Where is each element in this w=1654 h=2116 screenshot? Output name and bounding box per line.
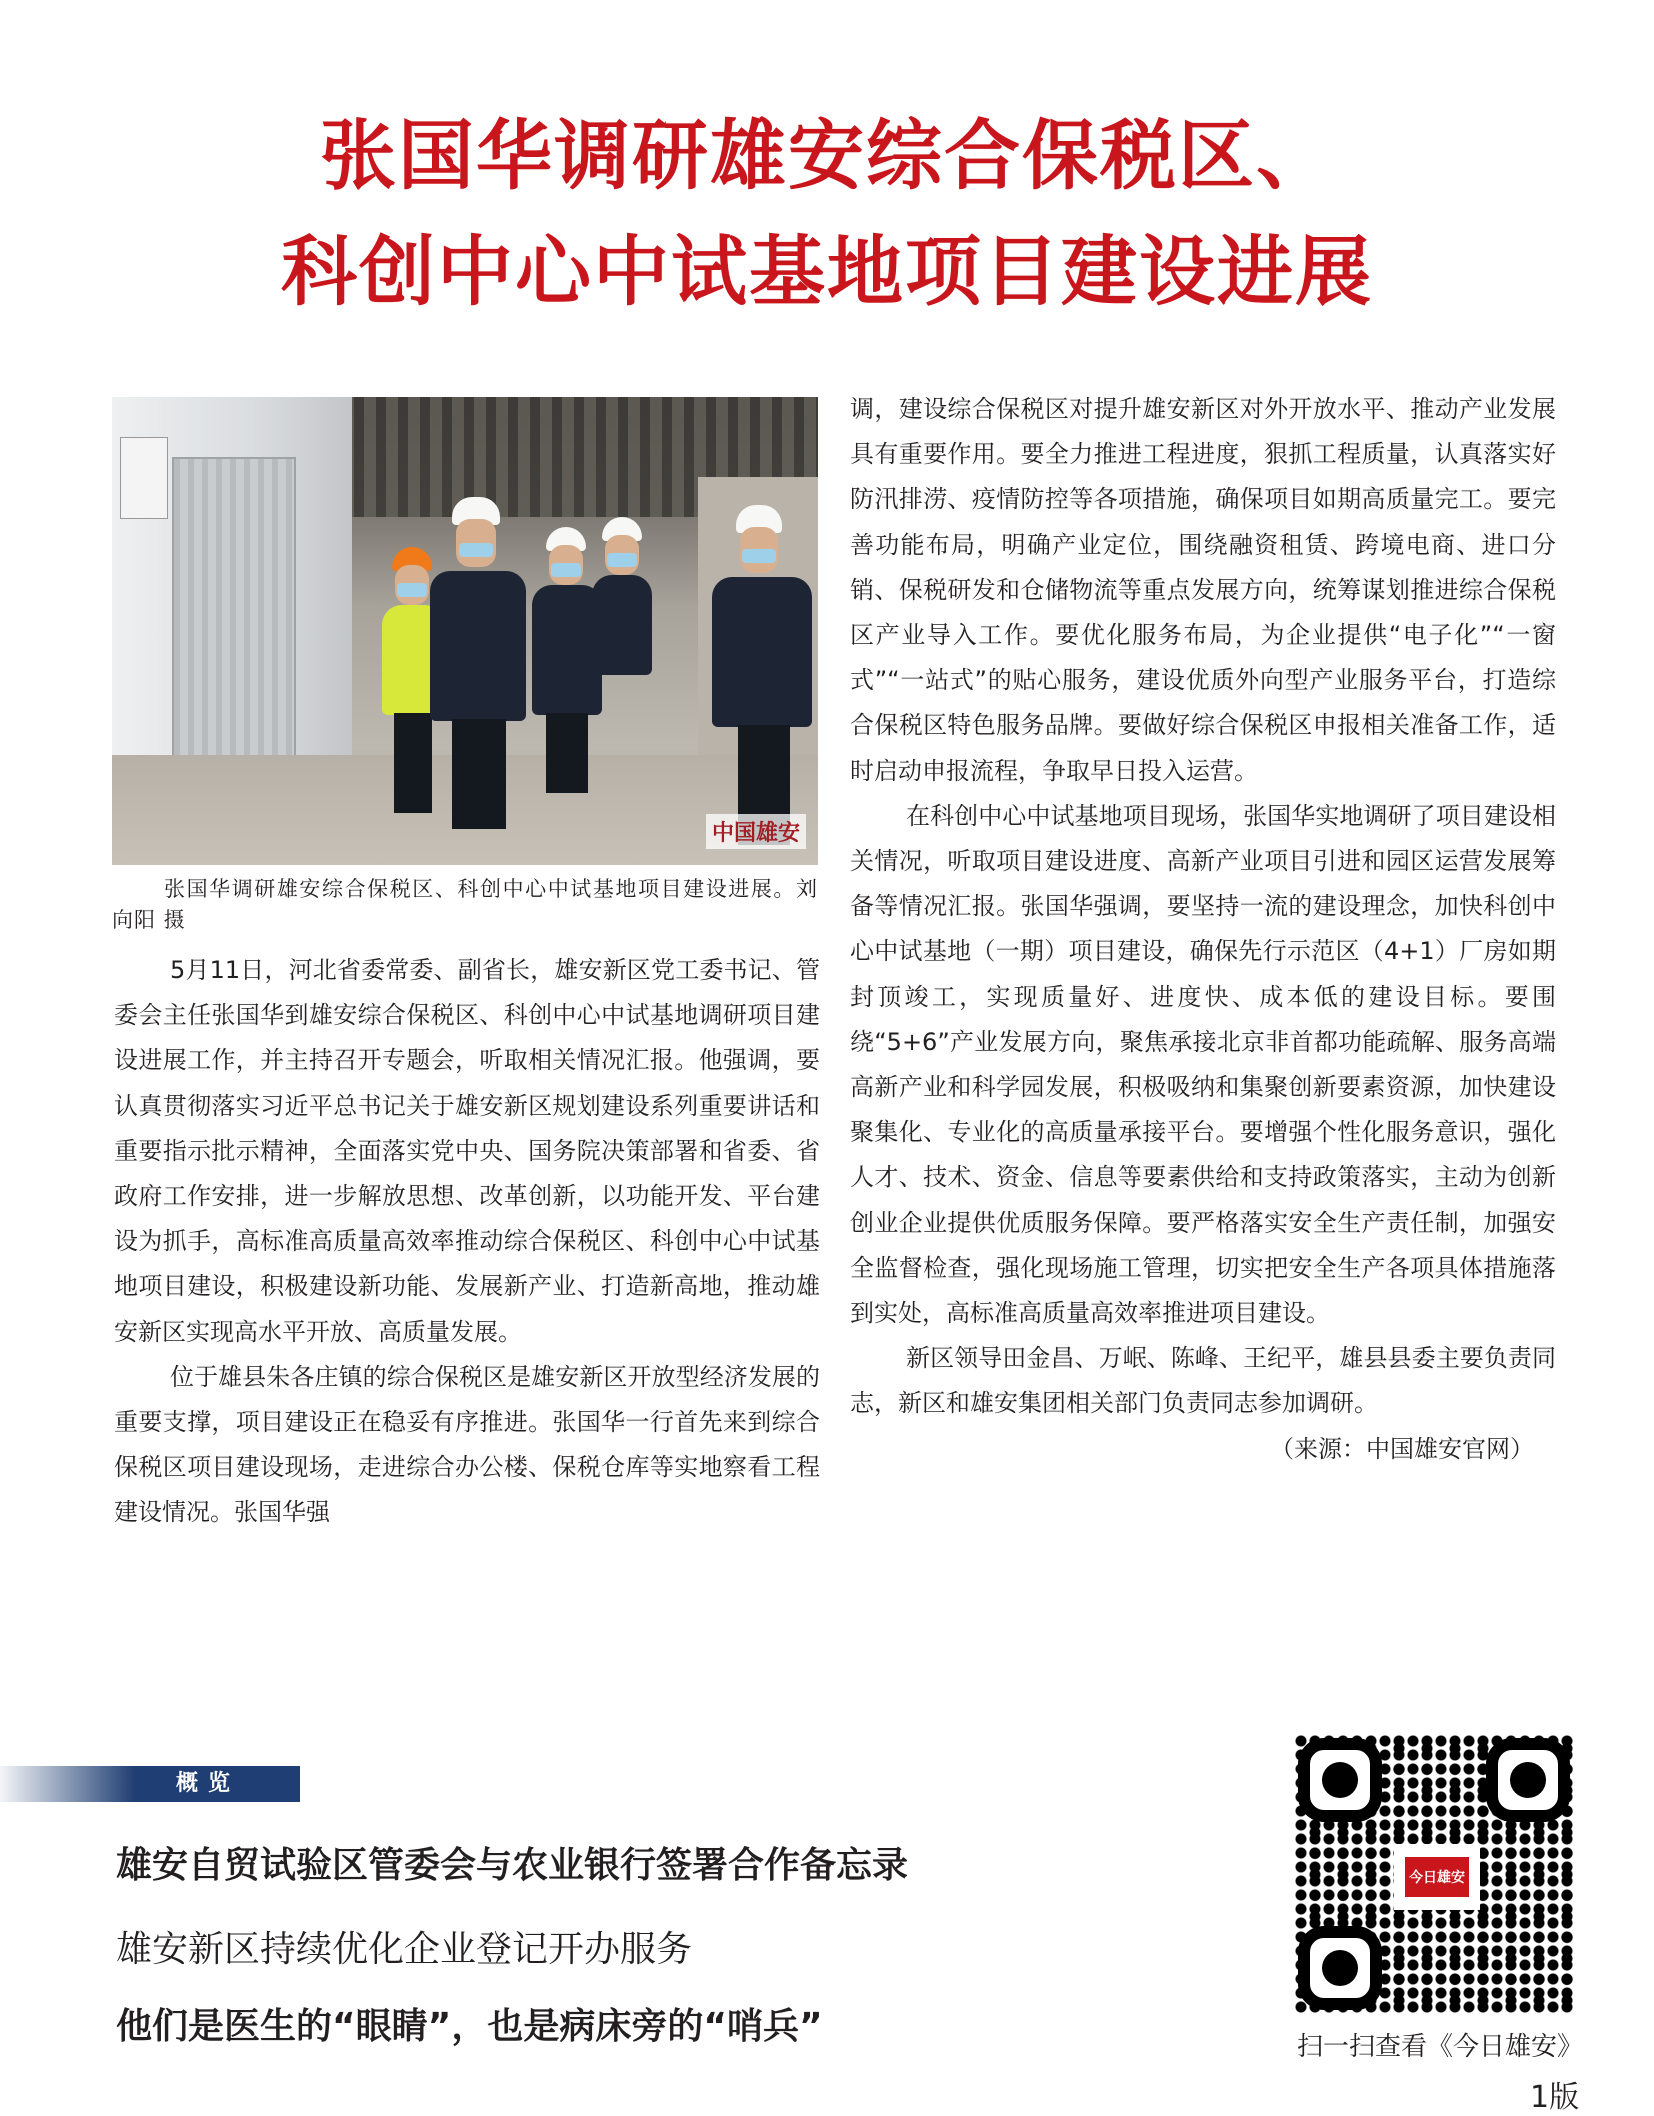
article-column-right xyxy=(850,387,1556,1472)
photo-wall-sign xyxy=(120,437,168,519)
article-paragraph-4: 新区领导田金昌、万岷、陈峰、王纪平，雄县县委主要负责同志，新区和雄安集团相关部门负责同志参加调研。 xyxy=(850,1344,1556,1418)
photo-caption: 张国华调研雄安综合保税区、科创中心中试基地项目建设进展。刘向阳 摄 xyxy=(112,877,818,932)
overview-banner xyxy=(0,1766,300,1802)
article-paragraph-1: 5月11日，河北省委常委、副省长，雄安新区党工委书记、管委会主任张国华到雄安综合保税区、科创中心中试基地调研项目建设进展工作，并主持召开专题会，听取相关情况汇报。他强调，要认真贯彻落实习近平总书记关于雄安新区规划建设系列重要讲话和重要指示批示精神，全面落实党中央、国务院决策部署和省委、省政府工作安排，进一步解放思想、改革创新，以功能开发、平台建设为抓手，高标准高质量高效率推动综合保税区、科创中心中试基地项目建设，积极建设新功能、发展新产业、打造新高地，推动雄安新区实现高水平开放、高质量发展。 xyxy=(114,956,820,1346)
article-paragraph-2-continued: 调，建设综合保税区对提升雄安新区对外开放水平、推动产业发展具有重要作用。要全力推进工程进度，狠抓工程质量，认真落实好防汛排涝、疫情防控等各项措施，确保项目如期高质量完工。要完善功能布局，明确产业定位，围绕融资租赁、跨境电商、进口分销、保税研发和仓储物流等重点发展方向，统筹谋划推进综合保税区产业导入工作。要优化服务布局，为企业提供“电子化”“一窗式”“一站式”的贴心服务，建设优质外向型产业服务平台，打造综合保税区特色服务品牌。要做好综合保税区申报相关准备工作，适时启动申报流程，争取早日投入运营。 xyxy=(850,395,1556,785)
qr-logo-text: 今日雄安 xyxy=(1405,1857,1469,1897)
article-column-left xyxy=(114,948,820,1536)
article-paragraph-3: 在科创中心中试基地项目现场，张国华实地调研了项目建设相关情况，听取项目建设进度、高新产业项目引进和园区运营发展筹备等情况汇报。张国华强调，要坚持一流的建设理念，加快科创中心中试基地（一期）项目建设，确保先行示范区（4+1）厂房如期封顶竣工，实现质量好、进度快、成本低的建设目标。要围绕“5+6”产业发展方向，聚焦承接北京非首都功能疏解、服务高端高新产业和科学园发展，积极吸纳和集聚创新要素资源，加快建设聚集化、专业化的高质量承接平台。要增强个性化服务意识，强化人才、技术、资金、信息等要素供给和支持政策落实，主动为创新创业企业提供优质服务保障。要严格落实安全生产责任制，加强安全监督检查，强化现场施工管理，切实把安全生产各项具体措施落到实处，高标准高质量高效率推进项目建设。 xyxy=(850,801,1556,1328)
article-source: （来源：中国雄安官网） xyxy=(1270,1434,1534,1463)
overview-headline-1[interactable]: 雄安自贸试验区管委会与农业银行签署合作备忘录 xyxy=(116,1845,909,1886)
overview-headline-3[interactable]: 他们是医生的“眼睛”，也是病床旁的“哨兵” xyxy=(116,2006,823,2047)
overview-headline-2[interactable]: 雄安新区持续优化企业登记开办服务 xyxy=(116,1929,693,1970)
photo-watermark: 中国雄安 xyxy=(706,814,806,849)
article-paragraph-2-start: 位于雄县朱各庄镇的综合保税区是雄安新区开放型经济发展的重要支撑，项目建设正在稳妥有序推进。张国华一行首先来到综合保税区项目建设现场，走进综合办公楼、保税仓库等实地察看工程建设情况。张国华强 xyxy=(114,1362,820,1527)
qr-caption: 扫一扫查看《今日雄安》 xyxy=(1296,2032,1583,2062)
qr-code[interactable] xyxy=(1294,1734,1574,2014)
news-photo xyxy=(112,397,818,865)
page-number: 1版 xyxy=(1530,2080,1580,2115)
headline-line-2: 科创中心中试基地项目建设进展 xyxy=(281,227,1373,316)
qr-center-logo xyxy=(1394,1844,1480,1910)
qr-finder-top-left xyxy=(1298,1738,1382,1822)
headline-line-1: 张国华调研雄安综合保税区、 xyxy=(320,111,1334,200)
qr-finder-top-right xyxy=(1486,1738,1570,1822)
qr-finder-bottom-left xyxy=(1298,1926,1382,2010)
overview-label: 概览 xyxy=(176,1771,241,1796)
